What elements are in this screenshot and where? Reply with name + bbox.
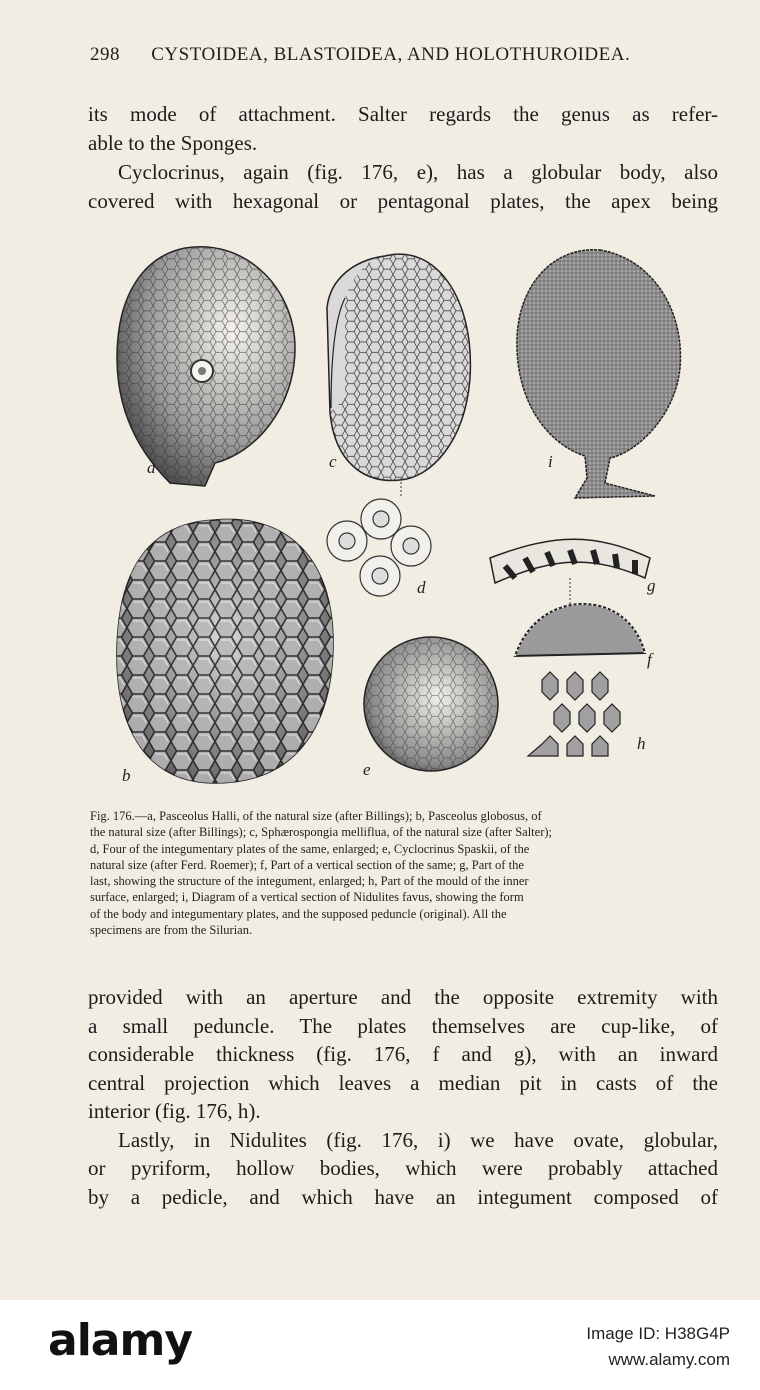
running-title: CYSTOIDEA, BLASTOIDEA, AND HOLOTHUROIDEA. [151,44,631,65]
text-line: a small peduncle. The plates themselves are cup-like, of [88,1013,718,1038]
specimen-i [517,250,681,498]
label-f: f [647,650,652,669]
text-line: central projection which leaves a median pit in casts of the [88,1070,718,1095]
label-i: i [548,452,553,471]
label-c: c [329,452,337,471]
caption-line: the natural size (after Billings); c, Sphærospongia melliflua, of the natural size (after Salter); [90,825,552,840]
caption-line: of the body and integumentary plates, and the supposed peduncle (original). All the [90,906,507,921]
caption-line: last, showing the structure of the integument, enlarged; h, Part of the mould of the inner [90,874,529,889]
label-e: e [363,760,371,779]
specimen-a [117,247,295,486]
specimen-c [327,254,470,496]
label-g: g [647,576,656,595]
text-line: interior (fig. 176, h). [88,1099,261,1123]
caption-line: specimens are from the Silurian. [90,923,253,938]
label-b: b [122,766,131,785]
text-line: or pyriform, hollow bodies, which were probably attached [88,1156,718,1180]
text-line: by a pedicle, and which have an integument composed of [88,1184,718,1209]
text-line: its mode of attachment. Salter regards the genus as refer- [88,102,718,126]
alamy-logo: alamy [48,1315,192,1366]
caption-line: natural size (after Ferd. Roemer); f, Part of a vertical section of the same; g, Part of the [90,857,524,872]
text-block-bottom [88,983,718,1211]
text-line: able to the Sponges. [88,131,258,155]
caption-line: surface, enlarged; i, Diagram of a vertical section of Nidulites favus, showing the form [90,890,524,905]
specimen-h [528,672,620,756]
specimen-g [490,539,650,610]
text-line: provided with an aperture and the opposite extremity with [88,985,718,1009]
specimen-e [364,637,498,771]
text-line: covered with hexagonal or pentagonal plates, the apex being [88,189,718,213]
site-url: www.alamy.com [608,1350,730,1369]
figure-caption [90,808,720,938]
text-line: Cyclocrinus, again (fig. 176, e), has a globular body, also [118,160,718,184]
text-block-top [88,100,718,216]
specimen-b [117,519,333,783]
specimen-f [515,604,645,656]
figure-illustration [105,238,725,803]
label-h: h [637,734,646,753]
text-line: considerable thickness (fig. 176, f and g), with an inward [88,1042,718,1066]
page-number: 298 [90,44,120,65]
page-header [90,44,730,66]
label-d: d [417,578,426,597]
label-a: a [147,458,156,477]
specimen-d [327,499,431,596]
figure-176 [105,238,725,803]
caption-line: Fig. 176.—a, Pasceolus Halli, of the natural size (after Billings); b, Pasceolus globosus, of [90,809,542,823]
image-id: Image ID: H38G4P [586,1324,730,1343]
text-line: Lastly, in Nidulites (fig. 176, i) we have ovate, globular, [118,1127,718,1152]
caption-line: d, Four of the integumentary plates of the same, enlarged; e, Cyclocrinus Spaskii, of the [90,841,530,856]
